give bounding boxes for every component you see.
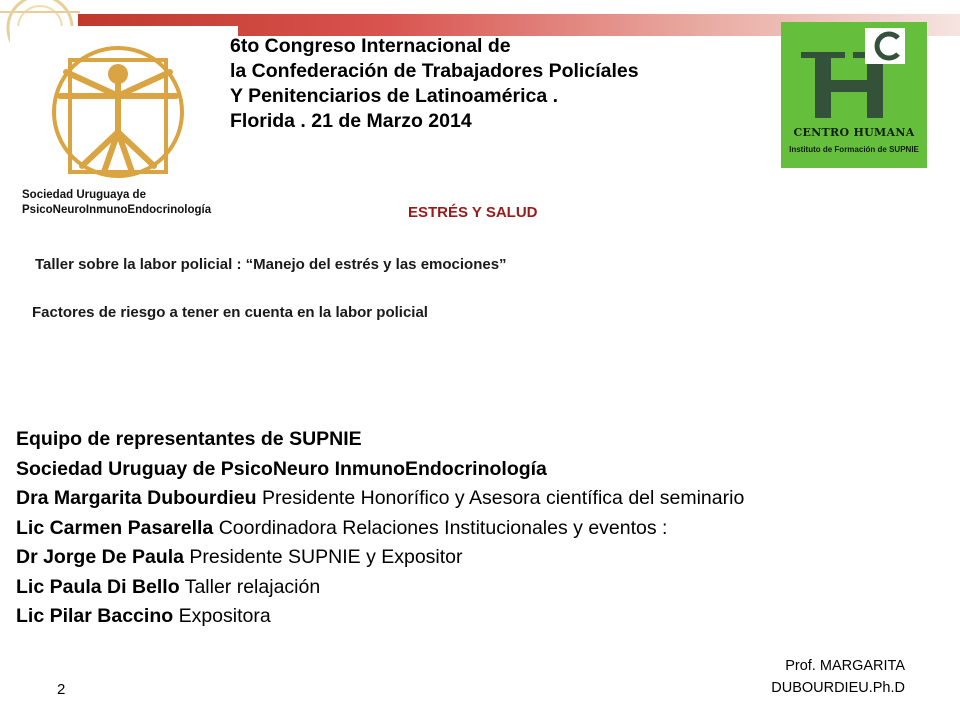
member-name: Lic Paula Di Bello xyxy=(16,575,180,598)
member-role: Expositora xyxy=(173,605,271,627)
congress-title-line: la Confederación de Trabajadores Policíales xyxy=(230,60,639,82)
centro-humana-name: CENTRO HUMANA xyxy=(793,126,915,139)
team-list xyxy=(16,425,946,632)
centro-humana-logo xyxy=(781,22,927,168)
member-role: Coordinadora Relaciones Institucionales y eventos : xyxy=(213,516,668,539)
member-name: Lic Pilar Baccino xyxy=(16,605,174,627)
society-name: Sociedad Uruguay de PsicoNeuro InmunoEndocrinología xyxy=(16,457,547,480)
page-number: 2 xyxy=(57,681,66,698)
team-member xyxy=(16,573,946,603)
society-logo-caption-line: PsicoNeuroInmunoEndocrinología xyxy=(22,204,212,216)
section-title: ESTRÉS Y SALUD xyxy=(408,204,538,221)
author-line: Prof. MARGARITA xyxy=(785,658,905,674)
hc-monogram-icon xyxy=(781,22,927,126)
risk-factors-line: Factores de riesgo a tener en cuenta en la labor policial xyxy=(32,304,428,321)
member-name: Dra Margarita Dubourdieu xyxy=(16,487,257,509)
centro-humana-subtitle: Instituto de Formación de SUPNIE xyxy=(789,145,919,154)
author-credit xyxy=(700,655,905,699)
author-line: DUBOURDIEU.Ph.D xyxy=(771,680,905,696)
workshop-title: Taller sobre la labor policial : “Manejo del estrés y las emociones” xyxy=(35,256,507,273)
society-logo-caption xyxy=(22,188,232,218)
team-member xyxy=(16,543,946,573)
society-logo xyxy=(10,26,238,222)
team-member xyxy=(16,484,946,514)
congress-title xyxy=(230,34,760,134)
congress-title-line: Florida . 21 de Marzo 2014 xyxy=(230,110,472,132)
member-name: Lic Carmen Pasarella xyxy=(16,516,214,539)
team-member xyxy=(16,602,946,632)
member-role: Presidente SUPNIE y Expositor xyxy=(183,546,463,568)
congress-title-line: 6to Congreso Internacional de xyxy=(230,35,511,57)
team-heading: Equipo de representantes de SUPNIE xyxy=(16,428,362,450)
member-role: Presidente Honorífico y Asesora científica del seminario xyxy=(256,487,745,509)
vitruvian-man-icon xyxy=(10,26,238,191)
member-role: Taller relajación xyxy=(179,575,321,598)
society-logo-caption-line: Sociedad Uruguaya de xyxy=(22,189,146,201)
team-member xyxy=(16,514,946,544)
congress-title-line: Y Penitenciarios de Latinoamérica . xyxy=(230,85,559,107)
member-name: Dr Jorge De Paula xyxy=(16,546,184,568)
